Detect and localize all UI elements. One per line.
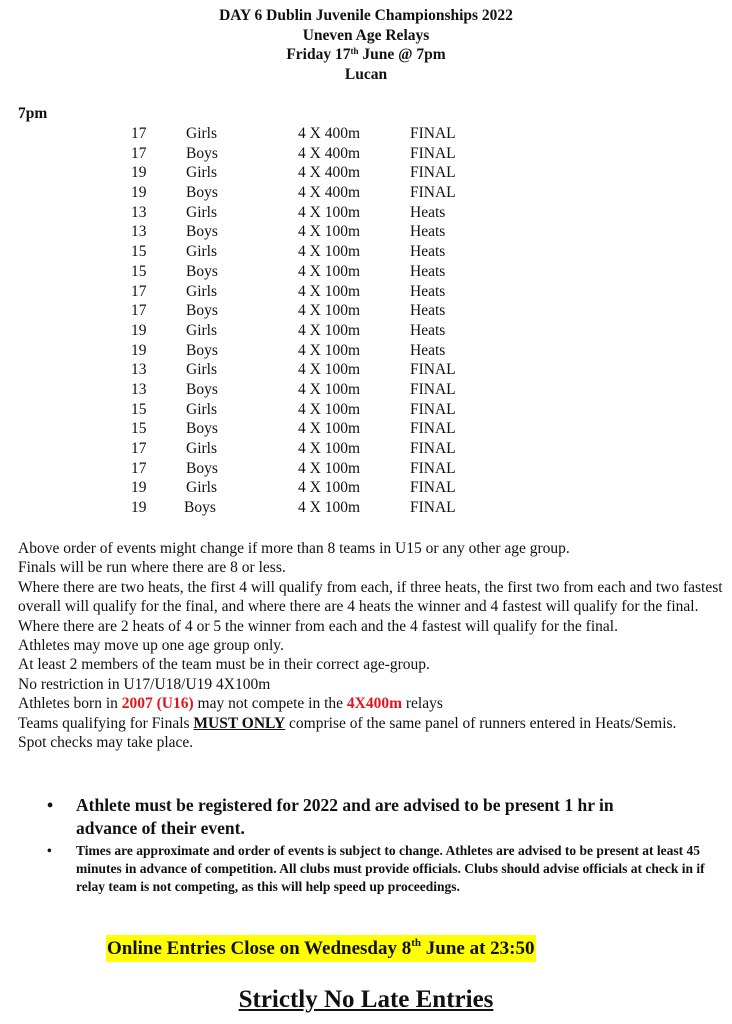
round-cell: FINAL <box>410 361 456 379</box>
note-born-text-b: may not compete in the <box>193 695 347 713</box>
age-cell: 19 <box>131 164 147 182</box>
event-cell: 4 X 400m <box>298 144 360 162</box>
gender-cell: Girls <box>186 243 217 261</box>
bullet-item-registration <box>0 794 676 840</box>
event-cell: 4 X 100m <box>298 243 360 261</box>
schedule-row <box>0 380 732 400</box>
round-cell: FINAL <box>410 380 456 398</box>
age-cell: 19 <box>131 341 147 359</box>
note-finals-text-a: Teams qualifying for Finals <box>18 714 194 732</box>
late-entries-notice: Strictly No Late Entries <box>238 986 494 1013</box>
note-born-text-c: relays <box>402 695 443 713</box>
schedule-row <box>0 301 732 321</box>
gender-cell: Girls <box>186 400 217 418</box>
bullet-icon: • <box>47 843 52 858</box>
gender-cell: Girls <box>186 203 217 221</box>
bullet-text-registration: Athlete must be registered for 2022 and are advised to be present 1 hr in advance of their event. <box>76 795 614 838</box>
document-header <box>0 6 732 84</box>
event-cell: 4 X 400m <box>298 184 360 202</box>
round-cell: FINAL <box>410 400 456 418</box>
note-team-members: At least 2 members of the team must be in their correct age-group. <box>18 656 430 674</box>
gender-cell: Boys <box>186 223 218 241</box>
note-born-event: 4X400m <box>346 695 403 713</box>
event-cell: 4 X 100m <box>298 361 360 379</box>
event-venue: Lucan <box>344 65 388 83</box>
schedule-row <box>0 203 732 223</box>
gender-cell: Boys <box>184 499 216 517</box>
round-cell: FINAL <box>410 164 456 182</box>
event-title: DAY 6 Dublin Juvenile Championships 2022 <box>219 7 513 24</box>
gender-cell: Boys <box>186 144 218 162</box>
event-cell: 4 X 100m <box>298 302 360 320</box>
schedule-row <box>0 321 732 341</box>
age-cell: 15 <box>131 262 147 280</box>
bullet-item-times <box>0 842 716 895</box>
round-cell: FINAL <box>410 125 456 142</box>
event-cell: 4 X 100m <box>298 420 360 438</box>
age-cell: 17 <box>131 282 147 300</box>
round-cell: Heats <box>410 282 446 300</box>
event-cell: 4 X 100m <box>298 499 360 517</box>
round-cell: FINAL <box>410 144 456 162</box>
round-cell: Heats <box>410 302 446 320</box>
bullet-icon: • <box>47 795 54 815</box>
age-cell: 15 <box>131 243 147 261</box>
schedule-row <box>0 242 732 262</box>
schedule-row <box>0 144 732 164</box>
note-born-restriction <box>18 694 723 713</box>
note-qualification: Where there are two heats, the first 4 will qualify from each, if three heats, the first two from each and two fastest overall will qualify for the final, and where there are 4 heats the winner and 4 fastest will qualify for the final. Where there are 2 heats of 4 or 5 the winner from each and the 4 fastest will qualify for the final. <box>18 578 723 635</box>
gender-cell: Girls <box>186 479 217 497</box>
schedule-row <box>0 163 732 183</box>
schedule-row <box>0 262 732 282</box>
deadline-ordinal: th <box>411 937 422 949</box>
deadline-suffix: June at 23:50 <box>421 938 535 959</box>
bullet-text-times: Times are approximate and order of events is subject to change. Athletes are advised to be present at least 45 minutes in advance of competition. All clubs must provide officials. Clubs should advise officials at check in if relay team is not competing, as this will help speed up proceedings. <box>76 843 705 894</box>
gender-cell: Girls <box>186 361 217 379</box>
gender-cell: Girls <box>186 164 217 182</box>
deadline-prefix: Online Entries Close on Wednesday 8 <box>107 938 412 959</box>
age-cell: 15 <box>131 420 147 438</box>
age-cell: 19 <box>131 184 147 202</box>
event-cell: 4 X 100m <box>298 262 360 280</box>
age-cell: 13 <box>131 203 147 221</box>
age-cell: 13 <box>131 361 147 379</box>
event-cell: 4 X 100m <box>298 459 360 477</box>
schedule-row <box>0 124 732 144</box>
schedule-row <box>0 400 732 420</box>
start-time-label: 7pm <box>18 105 48 122</box>
note-order-change: Above order of events might change if more than 8 teams in U15 or any other age group. <box>18 540 570 557</box>
gender-cell: Girls <box>186 321 217 339</box>
round-cell: FINAL <box>410 459 456 477</box>
schedule-row <box>0 459 732 479</box>
event-cell: 4 X 100m <box>298 223 360 241</box>
rules-notes <box>18 539 723 752</box>
round-cell: FINAL <box>410 479 456 497</box>
gender-cell: Girls <box>186 125 217 142</box>
schedule-row <box>0 439 732 459</box>
schedule-row <box>0 282 732 302</box>
entries-deadline-banner <box>106 935 536 962</box>
event-cell: 4 X 400m <box>298 164 360 182</box>
schedule-row <box>0 222 732 242</box>
event-cell: 4 X 100m <box>298 440 360 457</box>
age-cell: 17 <box>131 302 147 320</box>
round-cell: Heats <box>410 243 446 261</box>
event-date-ordinal: th <box>350 46 359 56</box>
age-cell: 19 <box>131 499 147 517</box>
schedule-row <box>0 478 732 498</box>
event-cell: 4 X 100m <box>298 321 360 339</box>
round-cell: FINAL <box>410 440 456 457</box>
note-finals-text-b: comprise of the same panel of runners entered in Heats/Semis. <box>285 714 677 732</box>
schedule-row <box>0 498 732 518</box>
note-no-restriction: No restriction in U17/U18/U19 4X100m <box>18 675 271 693</box>
gender-cell: Boys <box>186 380 218 398</box>
age-cell: 13 <box>131 223 147 241</box>
round-cell: Heats <box>410 262 446 280</box>
schedule-row <box>0 360 732 380</box>
round-cell: FINAL <box>410 184 456 202</box>
round-cell: Heats <box>410 203 446 221</box>
age-cell: 17 <box>131 459 147 477</box>
note-age-group-move: Athletes may move up one age group only. <box>18 637 284 655</box>
event-subtitle: Uneven Age Relays <box>302 26 430 44</box>
age-cell: 15 <box>131 400 147 418</box>
event-date <box>0 45 732 65</box>
gender-cell: Girls <box>186 440 217 457</box>
age-cell: 13 <box>131 380 147 398</box>
note-finals-must-only: MUST ONLY <box>193 714 286 732</box>
note-born-year: 2007 (U16) <box>121 695 194 713</box>
age-cell: 17 <box>131 144 147 162</box>
age-cell: 19 <box>131 321 147 339</box>
round-cell: Heats <box>410 321 446 339</box>
round-cell: Heats <box>410 341 446 359</box>
round-cell: FINAL <box>410 499 456 517</box>
gender-cell: Boys <box>186 420 218 438</box>
schedule-table <box>0 124 732 518</box>
schedule-row <box>0 419 732 439</box>
gender-cell: Boys <box>186 262 218 280</box>
round-cell: Heats <box>410 223 446 241</box>
gender-cell: Boys <box>186 459 218 477</box>
event-cell: 4 X 100m <box>298 341 360 359</box>
event-cell: 4 X 100m <box>298 479 360 497</box>
event-cell: 4 X 100m <box>298 203 360 221</box>
schedule-row <box>0 183 732 203</box>
event-cell: 4 X 400m <box>298 125 360 142</box>
note-spot-checks: Spot checks may take place. <box>18 734 194 752</box>
gender-cell: Girls <box>186 282 217 300</box>
age-cell: 19 <box>131 479 147 497</box>
gender-cell: Boys <box>186 341 218 359</box>
event-date-prefix: Friday 17 <box>286 46 351 63</box>
gender-cell: Boys <box>186 184 218 202</box>
event-cell: 4 X 100m <box>298 282 360 300</box>
note-finals-panel <box>18 714 723 733</box>
bullet-list <box>0 794 732 895</box>
round-cell: FINAL <box>410 420 456 438</box>
note-finals: Finals will be run where there are 8 or less. <box>18 559 286 577</box>
schedule-row <box>0 341 732 361</box>
age-cell: 17 <box>131 440 147 457</box>
event-date-suffix: June @ 7pm <box>358 46 446 63</box>
note-born-text-a: Athletes born in <box>18 695 122 713</box>
age-cell: 17 <box>131 125 147 142</box>
gender-cell: Boys <box>186 302 218 320</box>
event-cell: 4 X 100m <box>298 400 360 418</box>
event-cell: 4 X 100m <box>298 380 360 398</box>
